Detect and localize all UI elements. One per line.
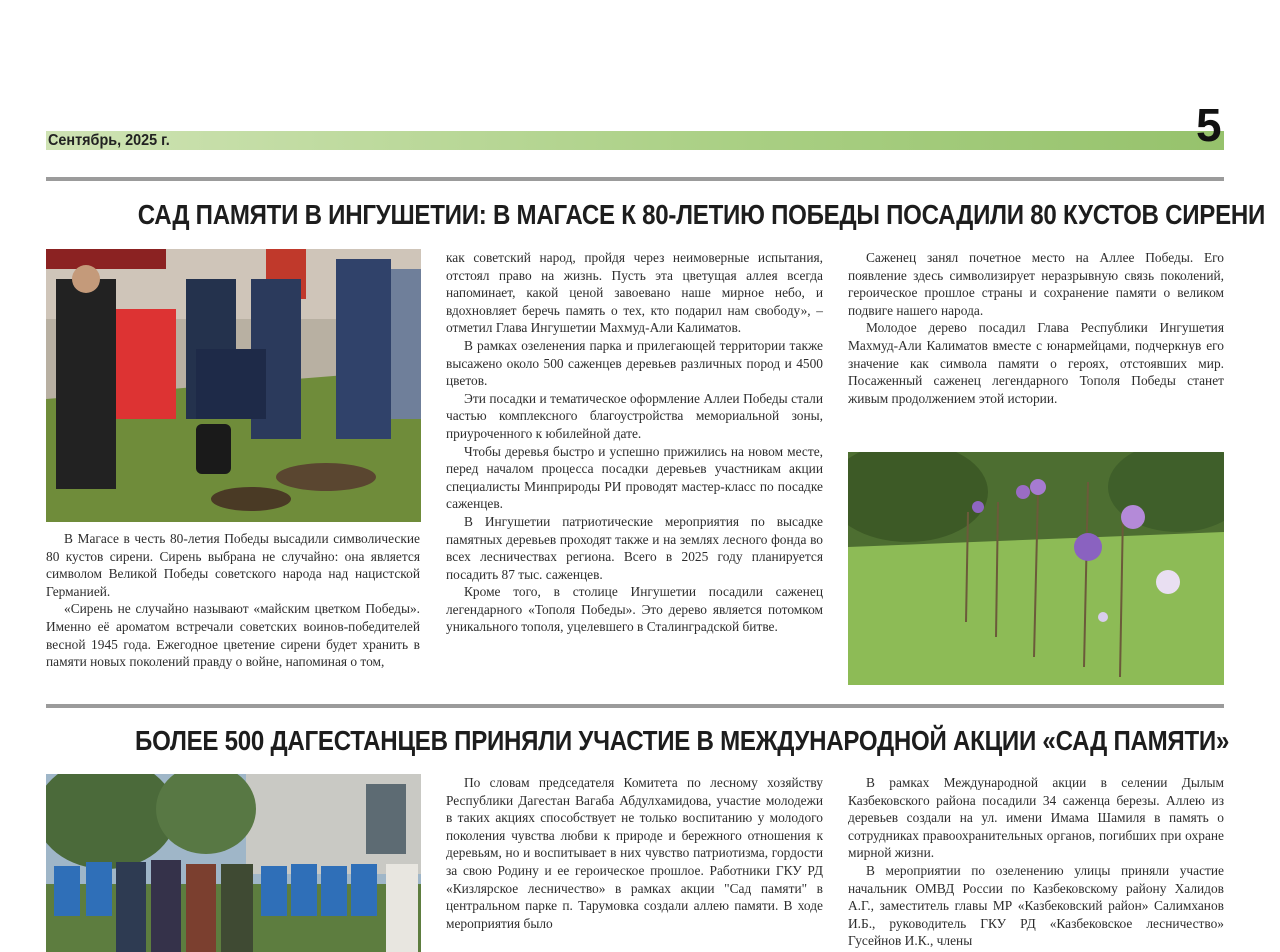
article1-column-3 (848, 249, 1224, 407)
planting-photo-illustration (46, 249, 421, 522)
article2-paragraph: По словам председателя Комитета по лесному хозяйству Республики Дагестан Вагаба Абдулхамидова, участие молодежи в таких акциях способствует не только воспитанию у молодого поколения чувства любви к природе и бережного отношения к деревьям, но и воспитывает в них чувство патриотизма, гордости за свою Родину и ее героическое прошлое. Работники ГКУ РД «Кизлярское лесничество» в рамках акции "Сад памяти" в центральном парке п. Тарумовка создали аллею памяти. В ходе мероприятия было (446, 775, 823, 931)
article1-paragraph: как советский народ, пройдя через неимоверные испытания, отстоял право на жизнь. Пусть эта цветущая аллея всегда напоминает, какой ценой завоевано наше мирное небо, и вдохновляет беречь память о тех, кто подарил нам свободу», – отметил Глава Ингушетии Махмуд-Али Калиматов. (446, 250, 823, 336)
section-rule-top (46, 177, 1224, 181)
article1-paragraph: В Магасе в честь 80-летия Победы высадили символические 80 кустов сирени. Сирень выбрана не случайно: она является символом Великой Победы советского народа над нацистской Германией. (46, 531, 420, 599)
article1-headline-text: САД ПАМЯТИ В ИНГУШЕТИИ: В МАГАСЕ К 80-ЛЕТИЮ ПОБЕДЫ ПОСАДИЛИ 80 КУСТОВ СИРЕНИ (137, 199, 1266, 230)
article1-paragraph: «Сирень не случайно называют «майским цветком Победы». Именно её ароматом встречали советских воинов-победителей весной 1945 года. Ежегодное цветение сирени будет хранить в памяти новых поколений правду о войне, напоминая о том, (46, 601, 420, 670)
article1-paragraph: Саженец занял почетное место на Аллее Победы. Его появление здесь символизирует неразрывную связь поколений, героическое прошлое страны и сохранение памяти о великом подвиге нашего народа. (848, 250, 1224, 318)
article2-paragraph: В мероприятии по озеленению улицы приняли участие начальник ОМВД России по Казбековскому району Халидов А.Г., заместитель главы МР «Казбековский район» Салимханов И.Б., руководитель ГКУ РД «Казбековское лесничество» Гусейнов И.К., члены (848, 862, 1224, 949)
article2-column-2 (446, 774, 823, 932)
article1-paragraph: Эти посадки и тематическое оформление Аллеи Победы стали частью комплексного благоустройства мемориальной зоны, приуроченного к юбилейной дате. (446, 390, 823, 441)
article2-paragraph: В рамках Международной акции в селении Дылым Казбековского района посадили 34 саженца березы. Аллею из деревьев создали на ул. имени Имама Шамиля в память о сотрудниках правоохранительных органов, погибших при охране мирной жизни. (848, 775, 1224, 861)
lilac-photo-illustration (848, 452, 1224, 685)
article1-paragraph: В Ингушетии патриотические мероприятия по высадке памятных деревьев проходят также и на землях лесного фонда во всех лесничествах региона. Всего в 2025 году планируется посадить 87 тыс. саженцев. (446, 513, 823, 582)
article1-paragraph: Чтобы деревья быстро и успешно прижились на новом месте, перед началом процесса посадки деревьев участникам акции специалисты Минприроды РИ проводят мастер-класс по посадке саженцев. (446, 443, 823, 512)
article2-column-3 (848, 774, 1224, 950)
article1-photo-lilacs (848, 452, 1224, 685)
article1-column-2 (446, 249, 823, 636)
page-number: 5 (1196, 99, 1222, 151)
article1-paragraph: Кроме того, в столице Ингушетии посадили саженец легендарного «Тополя Победы». Это дерево является потомком уникального тополя, уцелевшего в Сталинградской битве. (446, 584, 823, 635)
issue-date: Сентябрь, 2025 г. (48, 132, 170, 149)
header-green-bar (46, 131, 1224, 150)
article1-paragraph: Молодое дерево посадил Глава Республики Ингушетия Махмуд-Али Калиматов вместе с юнармейцами, подчеркнув его значение как символа памяти о героях, отстоявших мир. Посаженный саженец легендарного Тополя Победы станет живым продолжением этой истории. (848, 320, 1224, 406)
section-rule-middle (46, 704, 1224, 708)
article1-photo-planting (46, 249, 421, 522)
group-photo-illustration (46, 774, 421, 952)
article2-photo-group (46, 774, 421, 952)
article1-headline (46, 198, 1266, 232)
article1-paragraph: В рамках озеленения парка и прилегающей территории также высажено около 500 саженцев деревьев различных пород и 4500 цветов. (446, 337, 823, 389)
article1-column-1 (46, 530, 420, 671)
article2-headline (46, 724, 1230, 758)
article2-headline-text: БОЛЕЕ 500 ДАГЕСТАНЦЕВ ПРИНЯЛИ УЧАСТИЕ В МЕЖДУНАРОДНОЙ АКЦИИ «САД ПАМЯТИ» (135, 725, 1230, 756)
